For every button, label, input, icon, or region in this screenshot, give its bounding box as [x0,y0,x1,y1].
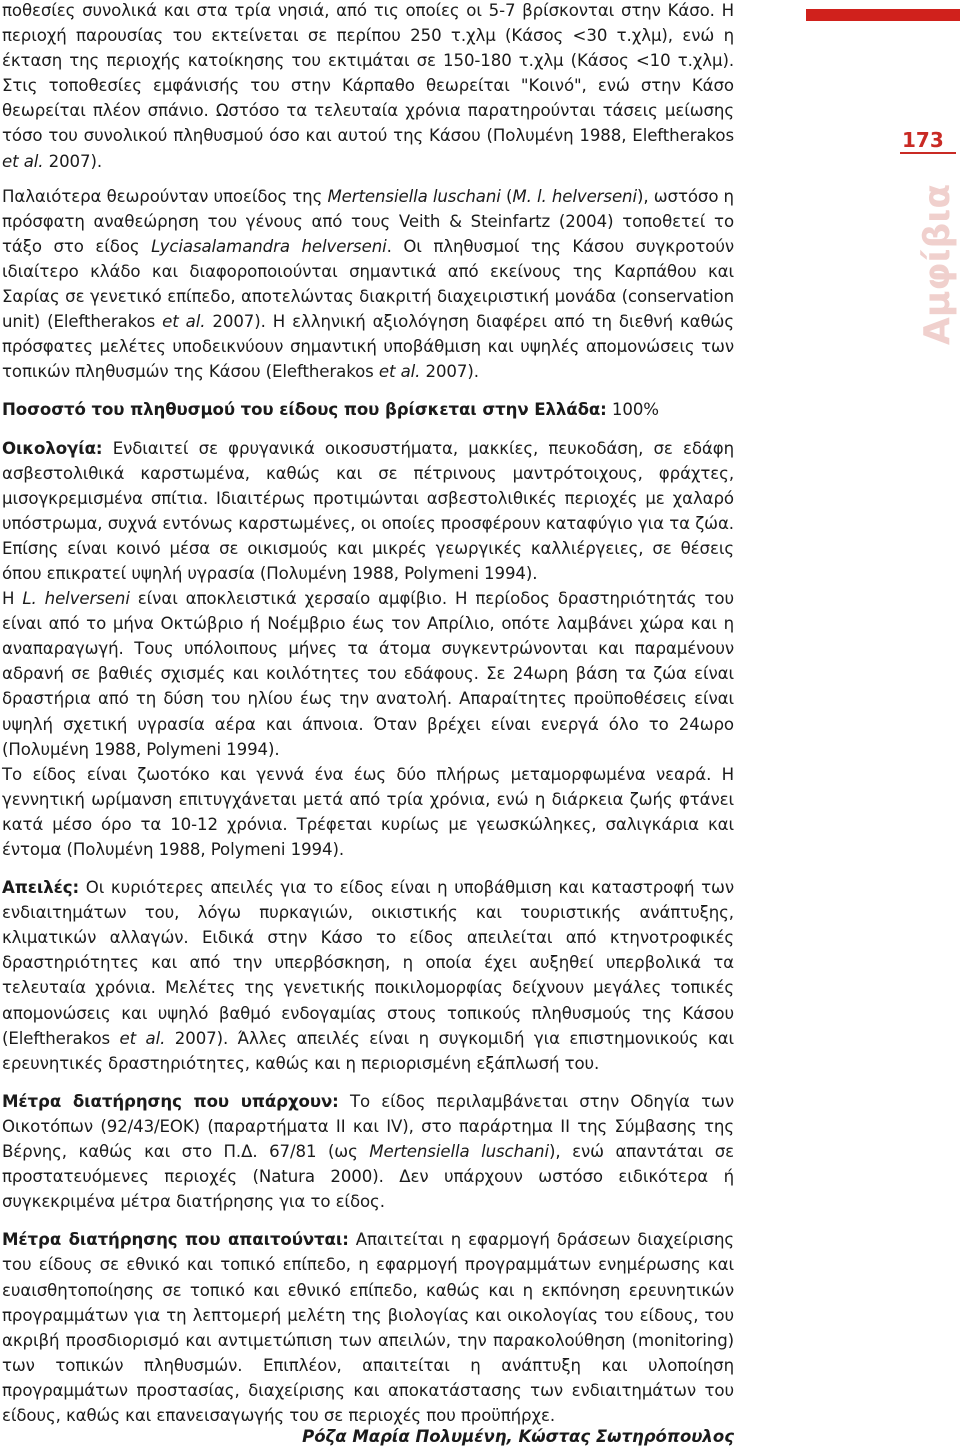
section-label: Μέτρα διατήρησης που υπάρχουν: [2,1091,339,1111]
page-number-rule [900,152,956,154]
footer-authors: Ρόζα Μαρία Πολυμένη, Κώστας Σωτηρόπουλος [302,1427,734,1446]
paragraph-population [2,0,734,174]
paragraph-percentage [2,397,734,422]
text-run: Η [2,589,23,609]
section-label: Μέτρα διατήρησης που απαιτούνται: [2,1230,349,1250]
paragraph-ecology [2,436,734,587]
paragraph-ecology-reproduction [2,762,734,862]
text-run: 2007). Η ελληνική αξιολόγηση διαφέρει από τη διεθνή καθώς πρόσφατες μελέτες υποδεικνύουν σημαντική υποβάθμιση και υψηλές απομονώσεις των τοπικών πληθυσμών της Κάσου (Eleftherakos [2,312,734,382]
text-run: Ενδιαιτεί σε φρυγανικά οικοσυστήματα, μακκίες, πευκοδάση, σε εδάφη ασβεστολιθικά καρστωμένα, καθώς και σε πέτρινους μαντρότοιχους, φράχτες, μισογκρεμισμένα σπίτια. Ιδιαιτέρως προτιμώνται ασβεστολιθικές περιοχές με χαλαρό υπόστρωμα, συχνά εντόνως καρστωμένες, οι οποίες προσφέρουν καταφύγιο για τα ζώα. Επίσης είναι κοινό μέσα σε οικισμούς και μικρές γεωργικές καλλιέργειες, σε θέσεις όπου επικρατεί υψηλή υγρασία (Πολυμένη 1988, Polymeni 1994). [2,438,734,583]
text-run: ), ωστόσο η πρόσφατη αναθεώρηση του γένους από τους Veith & Steinfartz (2004) τοποθετεί το τάξο στο είδος [2,186,734,256]
section-label: Απειλές: [2,878,80,898]
paragraph-taxonomy [2,184,734,385]
paragraph-needed-measures [2,1227,734,1428]
section-label: Ποσοστό του πληθυσμού του είδους που βρίσκεται στην Ελλάδα: [2,400,607,420]
section-label: Οικολογία: [2,438,103,458]
text-run: ποθεσίες συνολικά και στα τρία νησιά, από τις οποίες οι 5-7 βρίσκονται στην Κάσο. Η περιοχή παρουσίας του εκτείνεται σε περίπου 250 τ.χλμ (Κάσος <30 τ.χλμ), ενώ η έκταση της περιοχής κατοίκησης του εκτιμάται σε 150-180 τ.χλμ (Κάσος <10 τ.χλμ). Στις τοποθεσίες εμφάνισής του στην Κάρπαθο θεωρείται "Κοινό", ενώ στην Κάσο θεωρείται πλέον σπάνιο. Ωστόσο τα τελευταία χρόνια παρατηρούνται τάσεις μείωσης τόσο του συνολικού πληθυσμού όσο και αυτού της Κάσου (Πολυμένη 1988, Eleftherakos [2,1,734,146]
species-name: L. helverseni [22,589,130,609]
side-section-title: Αμφίβια [917,183,958,345]
text-run: ( [500,186,513,206]
text-run: ), ενώ απαντάται σε προστατευόμενες περιοχές (Natura 2000). Δεν υπάρχουν ωστόσο ειδικότερα ή συγκεκριμένα μέτρα διατήρησης για το είδος. [2,1142,734,1212]
italic-text: et al. [2,151,44,171]
paragraph-existing-measures [2,1089,734,1214]
italic-text: et al. [119,1028,166,1048]
text-run: Το είδος είναι ζωοτόκο και γεννά ένα έως δύο πλήρως μεταμορφωμένα νεαρά. Η γεννητική ωρίμανση επιτυγχάνεται μετά από τρία χρόνια, ενώ η διάρκεια ζωής φτάνει κατά μέσο όρο τα 10-12 χρόνια. Τρέφεται κυρίως με γεωσκώληκες, σαλιγκάρια και έντομα (Πολυμένη 1988, Polymeni 1994). [2,764,734,859]
text-run: . Οι πληθυσμοί της Κάσου συγκροτούν ιδιαίτερο κλάδο και διαφοροποιούνται σημαντικά από εκείνους της Καρπάθου και Σαρίας σε γενετικό επίπεδο, αποτελώντας διακριτή διαχειριστική μονάδα (conservation unit) (Eleftherakos [2,236,734,332]
species-name: M. l. helverseni [512,186,637,206]
text-run: Απαιτείται η εφαρμογή δράσεων διαχείρισης του είδους σε εθνικό και τοπικό επίπεδο, η εφαρμογή προγραμμάτων ενημέρωσης και ευαισθητοποίησης σε τοπικό και εθνικό επίπεδο, καθώς και η εκπόνηση ερευνητικών προγραμμάτων για τη λεπτομερή μελέτη της βιολογίας και οικολογίας του είδους, του ακριβή προσδιορισμό και αντιμετώπιση των απειλών, την παρακολούθηση (monitoring) των τοπικών πληθυσμών. Επιπλέον, απαιτείται η ανάπτυξη και υλοποίηση προγραμμάτων προστασίας, διαχείρισης και αποκατάστασης των ενδιαιτημάτων του είδους, καθώς και επανεισαγωγής του σε περιοχές που προϋπήρχε. [2,1230,734,1425]
text-run: Το είδος περιλαμβάνεται στην Οδηγία των Οικοτόπων (92/43/ΕΟΚ) (παραρτήματα II και IV), στο παράρτημα II της Σύμβασης της Βέρνης, καθώς και στο Π.Δ. 67/81 (ως [2,1091,734,1162]
text-run: 2007). Άλλες απειλές είναι η συγκομιδή για επιστημονικούς και ερευνητικές δραστηριότητες, καθώς και η περιορισμένη εξάπλωσή του. [2,1028,734,1073]
header-accent-bar [806,9,960,21]
text-run: είναι αποκλειστικά χερσαίο αμφίβιο. Η περίοδος δραστηριότητάς του είναι από το μήνα Οκτώβριο ή Νοέμβριο έως τον Απρίλιο, οπότε λαμβάνει χώρα και η αναπαραγωγή. Τους υπόλοιπους μήνες τα άτομα συγκεντρώνονται και παραμένουν αδρανή σε βαθιές σχισμές και κοιλότητες του εδάφους. Σε 24ωρη βάση τα ζώα είναι δραστήρια από τη δύση του ηλίου έως την ανατολή. Απαραίτητες προϋποθέσεις είναι υψηλή σχετική υγρασία αέρα και άπνοια. Όταν βρέχει είναι ενεργά όλο το 24ωρο (Πολυμένη 1988, Polymeni 1994). [2,589,734,759]
species-name: Mertensiella luschani [369,1142,549,1162]
text-run: Παλαιότερα θεωρούνταν υποείδος της [2,186,328,206]
page-number: 173 [902,128,944,152]
species-name: Mertensiella luschani [327,186,501,206]
italic-text: et al. [162,312,206,332]
species-name: Lyciasalamandra helverseni [151,236,387,256]
text-run: Οι κυριότερες απειλές για το είδος είναι η υποβάθμιση και καταστροφή των ενδιαιτημάτων του, λόγω πυρκαγιών, οικιστικής και τουριστικής ανάπτυξης, κλιματικών αλλαγών. Ειδικά στην Κάσο το είδος απειλείται από κτηνοτροφικές δραστηριότητες και από την υπερβόσκηση, η οποία έχει αυξηθεί υπερβολικά τα τελευταία χρόνια. Μελέτες της γενετικής ποικιλομορφίας δείχνουν μεγάλες τοπικές απομονώσεις και υψηλό βαθμό ενδογαμίας στους τοπικούς πληθυσμούς της Κάσου (Eleftherakos [2,878,734,1048]
text-run: 2007). [43,151,103,171]
paragraph-threats [2,875,734,1076]
paragraph-ecology-activity [2,586,734,762]
text-run: 2007). [420,362,479,382]
percentage-value: 100% [606,400,659,420]
italic-text: et al. [378,362,421,382]
main-text-column [2,0,734,1428]
